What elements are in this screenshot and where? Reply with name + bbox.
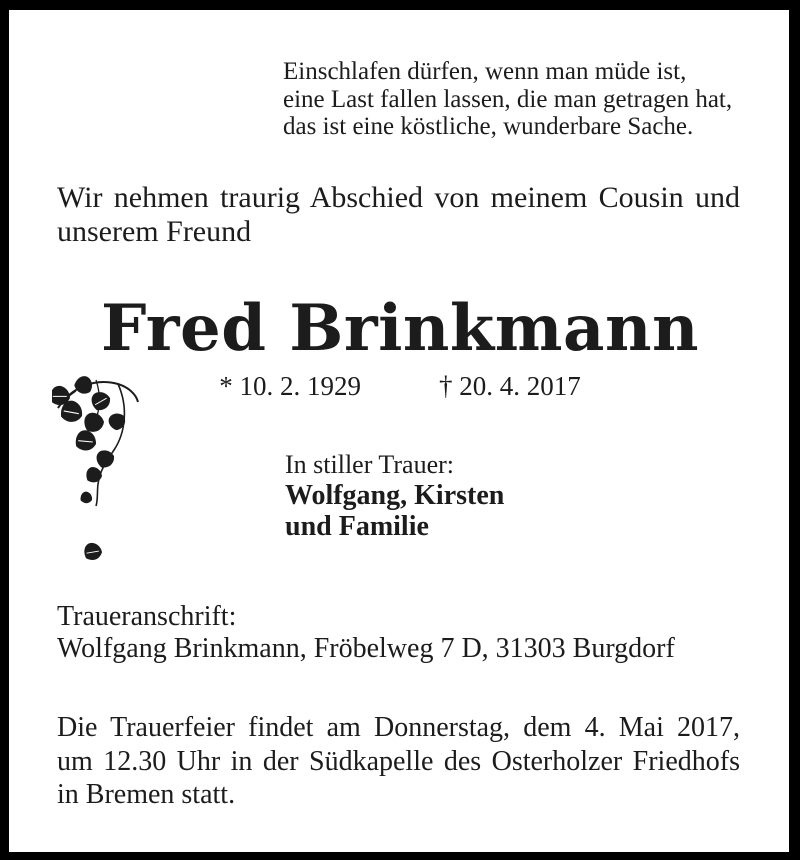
address-label: Traueranschrift: [57, 601, 237, 632]
mourning-label: In stiller Trauer: [285, 450, 454, 479]
verse-line-1: Einschlafen dürfen, wenn man müde ist, [283, 58, 687, 85]
service-line-1: Die Trauerfeier findet am Donnerstag, dem 4. Mai 2017, [57, 712, 741, 743]
falling-leaf [80, 539, 105, 564]
opening-verse [283, 58, 732, 141]
mourning-address-block [57, 601, 675, 665]
funeral-service-paragraph [57, 711, 740, 812]
intro-line-1: Wir nehmen traurig Abschied von meinem Cousin und [57, 181, 740, 214]
service-line-2: um 12.30 Uhr in der Südkapelle des Osterholzer Friedhofs [57, 745, 740, 777]
address-value: Wolfgang Brinkmann, Fröbelweg 7 D, 31303 Burgdorf [57, 633, 675, 664]
deceased-name: Fred Brinkmann [100, 291, 700, 366]
intro-line-2: unserem Freund [57, 215, 252, 248]
mourner-names-line-1: Wolfgang, Kirsten [285, 480, 505, 511]
intro-paragraph [57, 181, 740, 249]
birth-date: * 10. 2. 1929 [219, 371, 361, 401]
service-line-3: in Bremen statt. [57, 779, 236, 810]
mourners-block [285, 450, 504, 542]
mourner-names-line-2: und Familie [285, 511, 429, 542]
verse-line-2: eine Last fallen lassen, die man getragen hat, [283, 85, 733, 113]
death-date: † 20. 4. 2017 [439, 371, 581, 401]
branch-leaves-icon [52, 372, 170, 584]
verse-line-3: das ist eine köstliche, wunderbare Sache. [283, 113, 694, 140]
